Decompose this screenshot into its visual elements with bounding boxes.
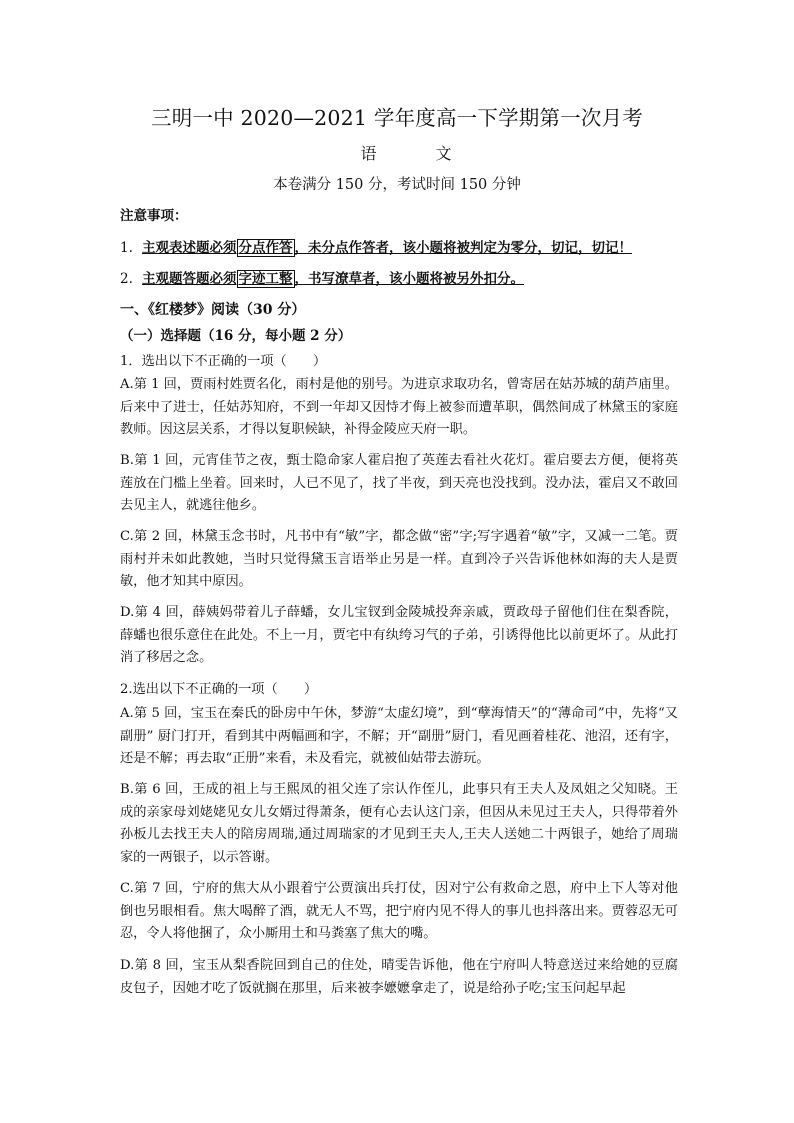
subject-label: 语 文 [360,144,470,163]
notice-item-number: 1. [120,240,133,256]
score-time-line: 本卷满分 150 分，考试时间 150 分钟 [273,177,521,193]
question-1-option-c: C.第 2 回，林黛玉念书时，凡书中有“敏”字，都念做“密”字;写字遇着“敏”字，又减一二笔。贾雨村并未如此教她，当时只觉得黛玉言语举止另是一样。直到冷子兴告诉他林如海的夫人是贾敏，他才知其中原因。 [120,529,678,590]
notice-item-boxed-text: 分点作答 [238,240,293,256]
subsection-heading: （一）选择题（16 分，每小题 2 分） [120,328,352,344]
exam-title: 三明一中 2020—2021 学年度高一下学期第一次月考 [151,106,643,130]
notice-item-text-post: ，书写潦草者，该小题将被另外扣分。 [294,271,524,287]
question-1-option-b: B.第 1 回，元宵佳节之夜，甄士隐命家人霍启抱了英莲去看社火花灯。霍启要去方便，便将英莲放在门槛上坐着。回来时，人已不见了，找了半夜，到天亮也没找到。没办法，霍启又不敢回去见主人，就逃往他乡。 [120,453,678,514]
question-1-option-a: A.第 1 回，贾雨村姓贾名化，雨村是他的别号。为进京求取功名，曾寄居在姑苏城的葫芦庙里。后来中了进士，任姑苏知府，不到一年却又因恃才侮上被参而遭革职，偶然间成了林黛玉的家庭教师。因这层关系，才得以复职候缺，补得金陵应天府一职。 [120,377,678,438]
question-2-option-b: B.第 6 回，王成的祖上与王熙凤的祖父连了宗认作侄儿，此事只有王夫人及凤姐之父知晓。王成的亲家母刘姥姥见女儿女婿过得萧条，便有心去认这门亲，但因从未见过王夫人，只得带着外孙板儿去找王夫人的陪房周瑞,通过周瑞家的才见到王夫人,王夫人送她二十两银子，她给了周瑞家的一两银子，以示答谢。 [120,782,678,865]
question-2-option-c: C.第 7 回，宁府的焦大从小跟着宁公贾演出兵打仗，因对宁公有救命之恩，府中上下人等对他倒也另眼相看。焦大喝醉了酒，就无人不骂，把宁府内见不得人的事儿也抖落出来。贾蓉忍无可忍，令人将他捆了，众小厮用土和马粪塞了焦大的嘴。 [120,881,678,942]
question-2-option-d: D.第 8 回，宝玉从梨香院回到自己的住处，晴雯告诉他，他在宁府叫人特意送过来给她的豆腐皮包子，因她才吃了饭就搁在那里，后来被李嬷嬷拿走了，说是给孙子吃;宝玉问起早起 [120,958,678,996]
notice-item-number: 2. [120,271,133,287]
question-stem-2: 2.选出以下不正确的一项（ ） [120,682,318,697]
question-2-option-a: A.第 5 回，宝玉在秦氏的卧房中午休，梦游“太虚幻境”，到“孽海情天”的“薄命司”中，先将“又副册” 厨门打开，看到其中两幅画和字，不解；开“副册”厨门，看见画着桂花、池沼，还有字，还是不解；再去取“正册”来看，未及看完，就被仙姑带去游玩。 [120,706,678,767]
notice-item-text-post: ，未分点作答者，该小题将被判定为零分，切记，切记！ [294,240,632,256]
section-heading: 一、《红楼梦》阅读（30 分） [120,302,306,318]
notice-item-text-pre: 主观题答题必须 [142,271,237,287]
notice-item-2 [120,268,524,290]
question-1-option-d: D.第 4 回，薛姨妈带着儿子薛蟠，女儿宝钗到金陵城投奔亲戚，贾政母子留他们住在梨香院，薛蟠也很乐意住在此处。不上一月，贾宅中有纨绔习气的子弟，引诱得他比以前更坏了。从此打消了移居之念。 [120,605,678,666]
notice-item-1 [120,237,632,259]
notice-item-text-pre: 主观表述题必须 [142,240,237,256]
notice-item-boxed-text: 字迹工整 [238,271,293,287]
question-stem-1: 1．选出以下不正确的一项（ ） [120,354,327,369]
notice-heading: 注意事项： [120,208,188,224]
